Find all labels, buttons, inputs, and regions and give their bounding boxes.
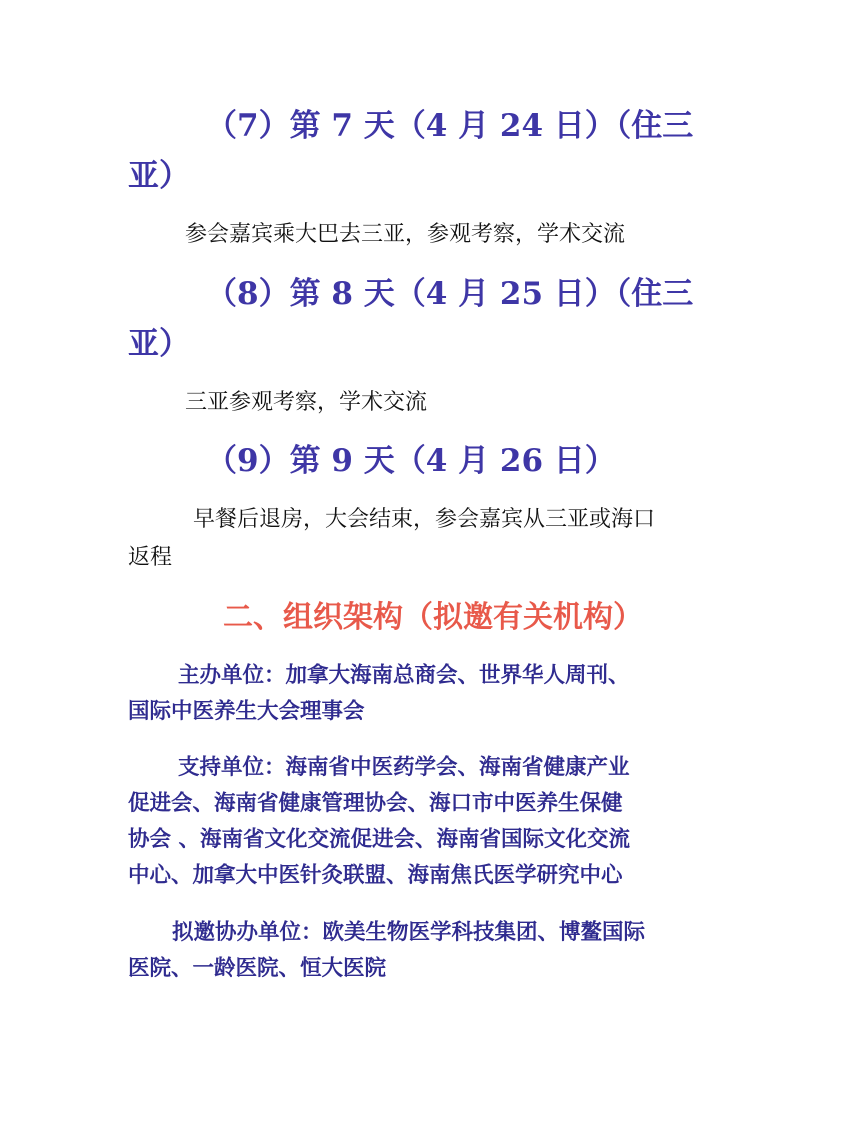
day9-description-line1: 早餐后退房，大会结束，参会嘉宾从三亚或海口 — [193, 507, 656, 532]
day8-heading-line1: （8）第 8 天（4 月 25 日）（住三 — [206, 276, 694, 312]
support-line-1: 支持单位：海南省中医药学会、海南省健康产业 — [178, 755, 630, 780]
support-line-3: 协会 、海南省文化交流促进会、海南省国际文化交流 — [128, 827, 630, 852]
assist-line-2: 医院、一龄医院、恒大医院 — [128, 956, 387, 981]
host-line-1: 主办单位：加拿大海南总商会、世界华人周刊、 — [178, 663, 630, 688]
day8-heading — [128, 270, 693, 318]
support-line-2: 促进会、海南省健康管理协会、海口市中医养生保健 — [128, 791, 623, 816]
day9-description-line2: 返程 — [128, 545, 173, 570]
proposed-co-organizers — [128, 915, 645, 987]
day7-description: 参会嘉宾乘大巴去三亚，参观考察，学术交流 — [185, 222, 626, 247]
section-title: 二、组织架构（拟邀有关机构） — [223, 600, 643, 635]
day8-heading-continued — [128, 320, 190, 368]
host-line-2: 国际中医养生大会理事会 — [128, 699, 365, 724]
day9-heading-line1: （9）第 9 天（4 月 26 日） — [206, 443, 616, 479]
day9-heading — [128, 437, 616, 485]
host-organizers — [128, 658, 630, 730]
supporting-organizers — [128, 750, 630, 894]
day7-heading-line1: （7）第 7 天（4 月 24 日）（住三 — [206, 108, 694, 144]
day8-description: 三亚参观考察，学术交流 — [185, 390, 428, 415]
day7-heading-continued — [128, 152, 190, 200]
support-line-4: 中心、加拿大中医针灸联盟、海南焦氏医学研究中心 — [128, 863, 623, 888]
day7-heading-line2: 亚） — [128, 158, 190, 194]
assist-line-1: 拟邀协办单位：欧美生物医学科技集团、博鳌国际 — [172, 920, 646, 945]
day7-heading — [128, 102, 693, 150]
day8-heading-line2: 亚） — [128, 326, 190, 362]
